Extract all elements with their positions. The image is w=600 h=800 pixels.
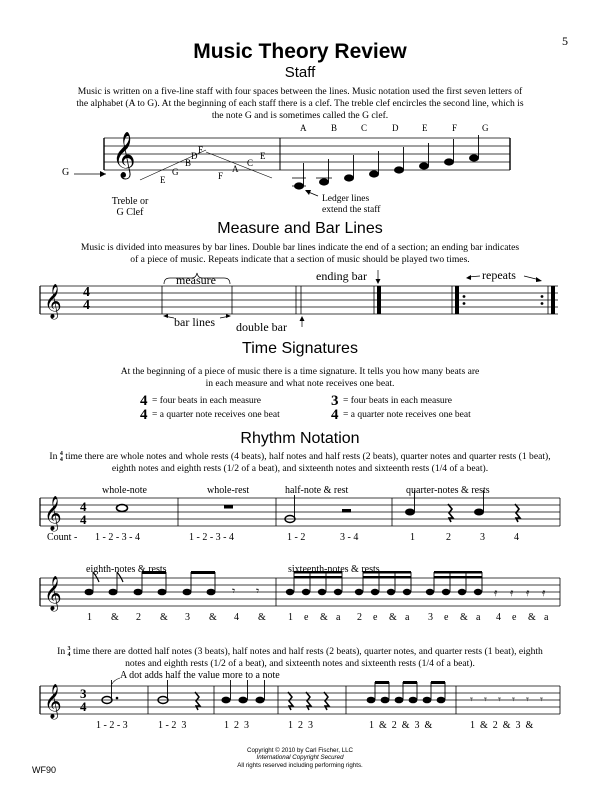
count-text: & bbox=[209, 612, 217, 623]
count-text: & bbox=[460, 612, 468, 623]
staff-note-letter: F bbox=[198, 145, 204, 155]
measure-heading: Measure and Bar Lines bbox=[217, 220, 383, 237]
rhythm-44-paragraph: In 4 4 time there are whole notes and whole rests (4 beats), half notes and half rests (2 beats), quarter notes and quarter rests (1 beat), eighth notes and eighth rests (1/2 of a beat), and sixteenth notes and sixteenth rests (1/4 of a beat). bbox=[49, 451, 551, 475]
time-sig-bottom: 4 bbox=[83, 298, 90, 313]
staff-note-letter: E bbox=[160, 175, 166, 185]
count-text: 3 bbox=[185, 612, 190, 623]
rhythm-heading: Rhythm Notation bbox=[240, 430, 360, 447]
page-title: Music Theory Review bbox=[193, 40, 407, 63]
count-text: 1 2 3 bbox=[224, 720, 249, 731]
count-text: 1 - 2 - 3 bbox=[96, 720, 128, 731]
timesig-bottom-number: 4 bbox=[140, 407, 148, 423]
rhythm-label: quarter-notes & rests bbox=[406, 485, 490, 496]
timesig-bottom-number: 4 bbox=[331, 407, 339, 423]
svg-text:4: 4 bbox=[80, 512, 87, 527]
timesig-bottom-text: = a quarter note receives one beat bbox=[343, 410, 471, 420]
svg-text:𝄾: 𝄾 bbox=[512, 693, 515, 706]
svg-text:𝄿: 𝄿 bbox=[510, 586, 514, 599]
staff-note-letter: F bbox=[218, 171, 224, 181]
count-text: 3 bbox=[428, 612, 433, 623]
treble-clef-icon: 𝄞 bbox=[44, 684, 62, 719]
count-text: e bbox=[304, 612, 309, 623]
timesig-top-number: 3 bbox=[331, 393, 339, 409]
rhythm-label: half-note & rest bbox=[285, 485, 349, 496]
svg-text:𝄾: 𝄾 bbox=[484, 693, 487, 706]
quarter-note-icon bbox=[255, 697, 264, 704]
timesig-top-number: 4 bbox=[140, 393, 148, 409]
ending-bar-label: ending bar bbox=[316, 269, 367, 283]
count-text: 1 - 2 bbox=[287, 532, 306, 543]
count-text: 3 - 4 bbox=[340, 532, 359, 543]
count-text: a bbox=[476, 612, 481, 623]
staff-note-letter: G bbox=[172, 167, 179, 177]
svg-text:𝄿: 𝄿 bbox=[494, 586, 498, 599]
page-subtitle: Staff bbox=[284, 64, 316, 81]
staff-note-letter: D bbox=[191, 151, 198, 161]
staff-note-letter: A bbox=[232, 164, 239, 174]
treble-clef-label: Treble or G Clef bbox=[111, 196, 149, 218]
svg-text:𝄾: 𝄾 bbox=[498, 693, 501, 706]
note-letter: D bbox=[392, 123, 399, 133]
count-text: a bbox=[336, 612, 341, 623]
quarter-note-icon bbox=[221, 697, 230, 704]
count-text: 1 - 2 - 3 - 4 bbox=[189, 532, 234, 543]
count-label: Count - bbox=[47, 532, 78, 543]
copyright-footer: Copyright © 2010 by Carl Fischer, LLC International Copyright Secured All rights reserved including performing rights. bbox=[237, 747, 363, 769]
double-bar-label: double bar bbox=[236, 320, 287, 334]
count-text: & bbox=[258, 612, 266, 623]
count-text: & bbox=[528, 612, 536, 623]
eighth-rest-icon: 𝄾 bbox=[232, 584, 236, 598]
count-text: & bbox=[320, 612, 328, 623]
count-text: 4 bbox=[514, 532, 519, 543]
count-text: & bbox=[160, 612, 168, 623]
svg-text:𝄿: 𝄿 bbox=[542, 586, 546, 599]
catalog-code: WF90 bbox=[32, 765, 57, 775]
svg-text:𝄾: 𝄾 bbox=[540, 693, 543, 706]
staff-note-letter: C bbox=[247, 158, 254, 168]
note-letter: B bbox=[331, 123, 338, 133]
count-text: 1 bbox=[288, 612, 293, 623]
rhythm-label: whole-note bbox=[102, 485, 147, 496]
rhythm-34-paragraph: In 3 4 time there are dotted half notes (3 beats), half notes and half rests (2 beats), quarter notes, and quarter rests (1 beat), eighth notes and eighth rests (1/2 of a beat), and sixteenth notes and sixteenth rests (1/4 of a beat). bbox=[57, 646, 543, 670]
treble-clef-icon: 𝄞 bbox=[44, 284, 62, 319]
quarter-note-icon bbox=[238, 697, 247, 704]
count-text: e bbox=[373, 612, 378, 623]
timesig-top-text: = four beats in each measure bbox=[343, 396, 453, 406]
rhythm-label: sixteenth-notes & rests bbox=[288, 564, 380, 575]
count-text: & bbox=[389, 612, 397, 623]
note-letter: C bbox=[361, 123, 368, 133]
treble-clef-icon: 𝄞 bbox=[44, 496, 62, 531]
count-text: 2 bbox=[136, 612, 141, 623]
count-text: 1 & 2 & 3 & bbox=[369, 720, 433, 731]
timesig-paragraph: At the beginning of a piece of music there is a time signature. It tells you how many beats are in each measure and what note receives one beat. bbox=[120, 366, 480, 389]
count-text: 4 bbox=[234, 612, 239, 623]
eighth-rests bbox=[470, 693, 543, 706]
staff-intro-paragraph: Music is written on a five-line staff with four spaces between the lines. Music notation used the first seven letters of the alphabet (A to G). At the beginning of each staff there is a clef. The treble clef encircles the second line, which is the note G and is sometimes called the G clef. bbox=[76, 86, 524, 121]
svg-text:𝄾: 𝄾 bbox=[470, 693, 473, 706]
eighth-rest-icon: 𝄾 bbox=[256, 584, 260, 598]
svg-text:4: 4 bbox=[80, 699, 87, 714]
timesig-bottom-text: = a quarter note receives one beat bbox=[152, 410, 280, 420]
measure-paragraph: Music is divided into measures by bar lines. Double bar lines indicate the end of a section; an ending bar indicates of a piece of music. Repeats indicate that a section of music should be played two times. bbox=[80, 242, 520, 265]
count-text: 1 bbox=[410, 532, 415, 543]
treble-clef-icon: 𝄞 bbox=[112, 132, 136, 178]
count-text: 1 & 2 & 3 & bbox=[470, 720, 534, 731]
count-text: 1 2 3 bbox=[288, 720, 313, 731]
note-letter: G bbox=[482, 123, 489, 133]
count-text: 1 - 2 3 bbox=[158, 720, 187, 731]
note-letter: A bbox=[300, 123, 307, 133]
count-text: 1 - 2 - 3 - 4 bbox=[95, 532, 140, 543]
staff-note-letter: E bbox=[260, 151, 266, 161]
timesig-top-text: = four beats in each measure bbox=[152, 396, 262, 406]
count-text: a bbox=[544, 612, 549, 623]
count-text: 1 bbox=[87, 612, 92, 623]
repeats-label: repeats bbox=[482, 268, 516, 282]
count-text: 3 bbox=[480, 532, 485, 543]
count-text: e bbox=[444, 612, 449, 623]
measure-label: measure bbox=[176, 273, 216, 287]
rhythm-label: whole-rest bbox=[207, 485, 250, 496]
count-text: 2 bbox=[446, 532, 451, 543]
svg-text:3: 3 bbox=[80, 686, 87, 701]
bar-lines-label: bar lines bbox=[174, 315, 215, 329]
treble-clef-icon: 𝄞 bbox=[44, 576, 62, 611]
count-text: a bbox=[405, 612, 410, 623]
note-letter: E bbox=[422, 123, 428, 133]
count-text: 2 bbox=[357, 612, 362, 623]
time-sig-top: 4 bbox=[83, 285, 90, 300]
staff-note-letter: B bbox=[185, 158, 192, 168]
svg-text:𝄿: 𝄿 bbox=[526, 586, 530, 599]
note-letter: F bbox=[452, 123, 458, 133]
count-text: e bbox=[512, 612, 517, 623]
timesig-heading: Time Signatures bbox=[242, 340, 358, 357]
count-text: 4 bbox=[496, 612, 501, 623]
g-label: G bbox=[62, 167, 70, 178]
page-number: 5 bbox=[562, 34, 568, 48]
svg-text:𝄾: 𝄾 bbox=[526, 693, 529, 706]
rhythm-label: eighth-notes & rests bbox=[86, 564, 167, 575]
ledger-lines-label: Ledger lines extend the staff bbox=[322, 194, 381, 215]
svg-text:4: 4 bbox=[80, 499, 87, 514]
count-text: & bbox=[111, 612, 119, 623]
dot-note-annotation: A dot adds half the value more to a note bbox=[120, 670, 280, 681]
